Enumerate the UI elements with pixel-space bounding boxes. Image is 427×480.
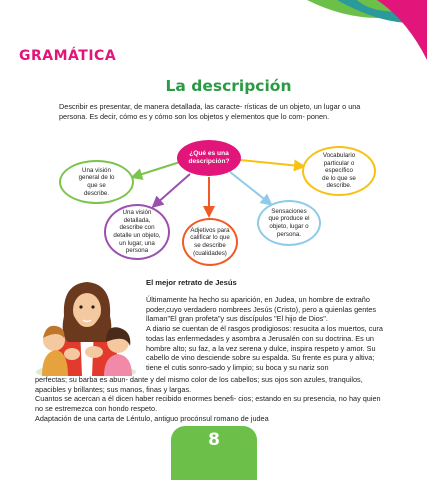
diagram-bubble-detailed-view: [104, 204, 170, 260]
arrow-left: [136, 162, 180, 176]
reading-body-bottom: [35, 375, 390, 424]
bubble-line: general de lo: [78, 174, 115, 182]
page-title: La descripción: [165, 77, 292, 95]
reading-body-top: [146, 295, 386, 373]
bubble-line: Sensaciones: [271, 207, 307, 215]
bubble-line: describe con: [119, 224, 155, 232]
bubble-line: detalle un objeto,: [113, 232, 161, 239]
jesus-with-children-illustration: [34, 276, 142, 376]
arrow-bottom-left: [156, 174, 190, 204]
bubble-line: persona: [125, 247, 149, 255]
bubble-line: describe.: [83, 189, 110, 197]
bubble-line: Una visión: [122, 209, 152, 217]
reading-paragraph: perfectas; su barba es abun- dante y del mismo color de los cabellos; sus ojos son azules, tranquilos, apacibles y brillantes; sus manos, finas y largas.: [35, 375, 363, 394]
bubble-line: particular o: [323, 159, 355, 167]
reading-paragraph: Cuantos se acercan a él dicen haber recibido enormes benefi- cios; estando en su presencia, no hay quien no se estremezca con hondo respeto.: [35, 394, 381, 414]
intro-paragraph: Describir es presentar, de manera detallada, las caracte- rísticas de un objeto, un lugar o una persona. Es decir, cómo es y cómo son los objetos y elementos que lo com- ponen.: [59, 102, 361, 121]
bubble-line: calificar lo que: [190, 234, 230, 242]
bubble-line: describe.: [326, 182, 352, 190]
bubble-line: Vocabulario: [322, 152, 356, 160]
bubble-line: de lo que se: [322, 174, 356, 182]
bubble-line: Una visión: [82, 166, 111, 174]
page-number: 8: [208, 430, 220, 450]
bubble-line: se describe: [194, 242, 226, 249]
diagram-bubble-adjectives: [182, 218, 238, 266]
section-label: GRAMÁTICA: [19, 48, 117, 64]
bubble-line: descripción?: [188, 158, 230, 165]
bubble-line: específico: [325, 167, 353, 175]
arrow-right: [240, 160, 300, 166]
bubble-line: Adjetivos para: [190, 226, 230, 234]
corner-decoration: [267, 0, 427, 60]
diagram-bubble-sensations: [257, 200, 321, 246]
reading-attribution: Adaptación de una carta de Léntulo, antiguo procónsul romano de judea: [35, 413, 269, 423]
diagram-center-bubble: [177, 140, 241, 176]
page-number-tab: [171, 426, 257, 480]
arrow-bottom-right: [230, 172, 268, 202]
reading-paragraph: Últimamente ha hecho su aparición, en Judea, un hombre de extraño poder,cuyo verdadero nombrees Jesús (Cristo), pero a quienlas gentes llaman"El gran profeta"y sus discípulos "El hijo de Dios".: [146, 295, 376, 324]
bubble-line: persona.: [276, 230, 302, 238]
bubble-line: (cualidades): [193, 249, 227, 257]
diagram-bubble-general-view: [59, 160, 134, 204]
bubble-line: un lugar, una: [119, 239, 155, 247]
bubble-line: que se: [87, 182, 106, 189]
bubble-line: objeto, lugar o: [269, 223, 309, 230]
bubble-line: ¿Qué es una: [189, 150, 229, 157]
bubble-line: que produce el: [268, 215, 310, 223]
reading-title: El mejor retrato de Jesús: [146, 278, 237, 287]
reading-paragraph: A diario se cuentan de él rasgos prodigiosos: resucita a los muertos, cura todas las enfermedades y asombra a Jerusalén con su doctrina. Es un hombre alto; su faz, a la vez serena y dulce, inspira respeto y amor. Su cabello de vino desciende sobre su espalda. Su frente es pura y altiva; tiene el cutis sonro-sado y limpio; su boca y su nariz son: [146, 324, 383, 372]
diagram-bubble-vocabulary: [302, 146, 376, 196]
bubble-line: detallada,: [123, 216, 151, 224]
